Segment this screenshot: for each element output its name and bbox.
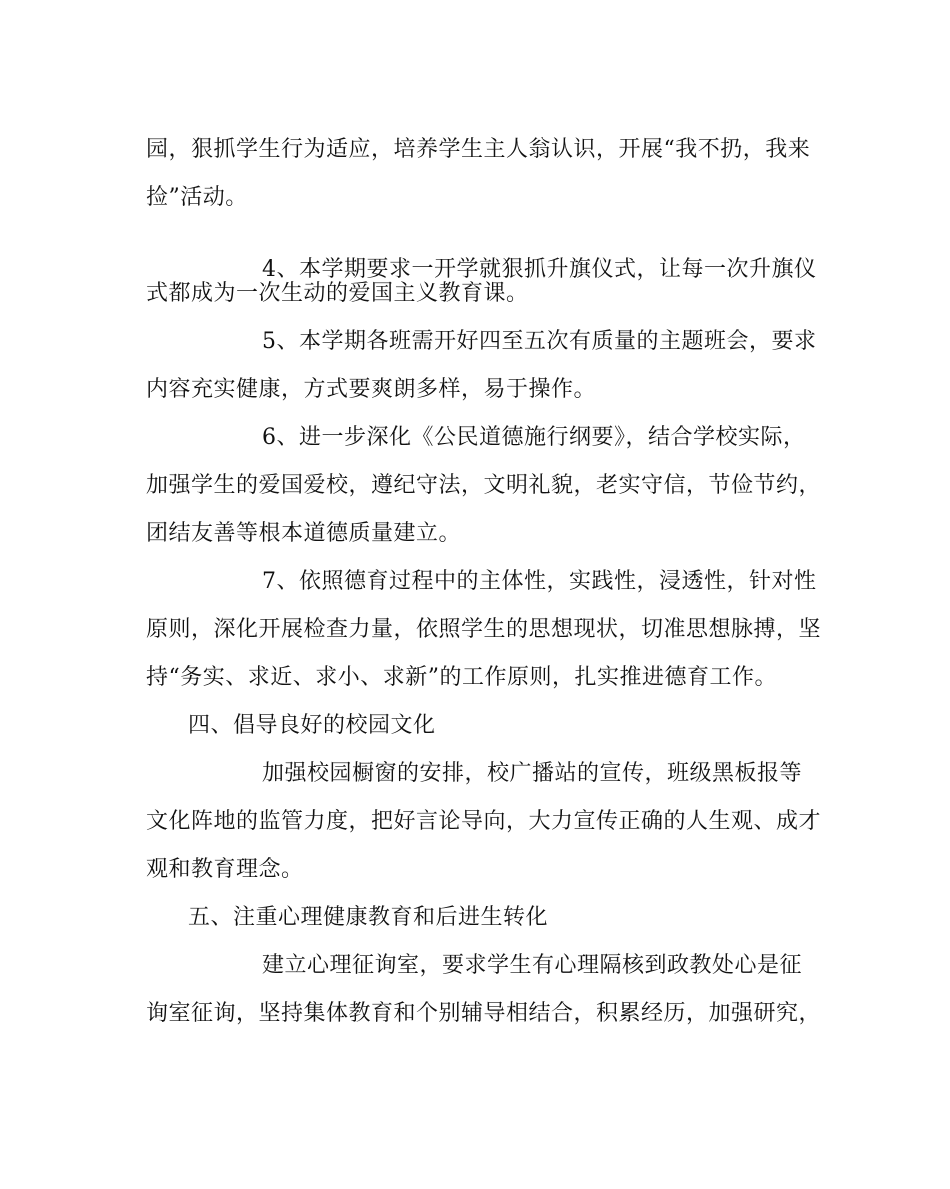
paragraph-line: 加强校园橱窗的安排，校广播站的宣传，班级黑板报等 [262, 761, 803, 786]
paragraph-line: 询室征询，坚持集体教育和个别辅导相结合，积累经历，加强研究， [146, 1001, 822, 1026]
paragraph-line: 观和教育理念。 [146, 857, 304, 882]
paragraph-line: 捡”活动。 [146, 185, 248, 210]
paragraph-line: 建立心理征询室，要求学生有心理隔核到政教处心是征 [262, 953, 803, 978]
paragraph-line: 5、本学期各班需开好四至五次有质量的主题班会，要求 [262, 329, 817, 354]
paragraph-line: 原则，深化开展检查力量，依照学生的思想现状，切准思想脉搏，坚 [146, 617, 822, 642]
section-heading: 四、倡导良好的校园文化 [188, 713, 436, 738]
paragraph-line: 园，狠抓学生行为适应，培养学生主人翁认识，开展“我不扔，我来 [146, 137, 811, 162]
paragraph-line: 4、本学期要求一开学就狠抓升旗仪式，让每一次升旗仪 [262, 257, 817, 282]
paragraph-line: 持“务实、求近、求小、求新”的工作原则，扎实推进德育工作。 [146, 665, 777, 690]
paragraph-line: 7、依照德育过程中的主体性，实践性，浸透性，针对性 [262, 569, 817, 594]
paragraph-line: 内容充实健康，方式要爽朗多样，易于操作。 [146, 377, 597, 402]
section-heading: 五、注重心理健康教育和后进生转化 [188, 905, 549, 930]
paragraph-line: 式都成为一次生动的爱国主义教育课。 [146, 281, 529, 306]
paragraph-line: 加强学生的爱国爱校，遵纪守法，文明礼貌，老实守信，节俭节约， [146, 473, 822, 498]
paragraph-line: 6、进一步深化《公民道德施行纲要》，结合学校实际， [262, 425, 806, 450]
paragraph-line: 文化阵地的监管力度，把好言论导向，大力宣传正确的人生观、成才 [146, 809, 822, 834]
paragraph-line: 团结友善等根本道德质量建立。 [146, 521, 462, 546]
